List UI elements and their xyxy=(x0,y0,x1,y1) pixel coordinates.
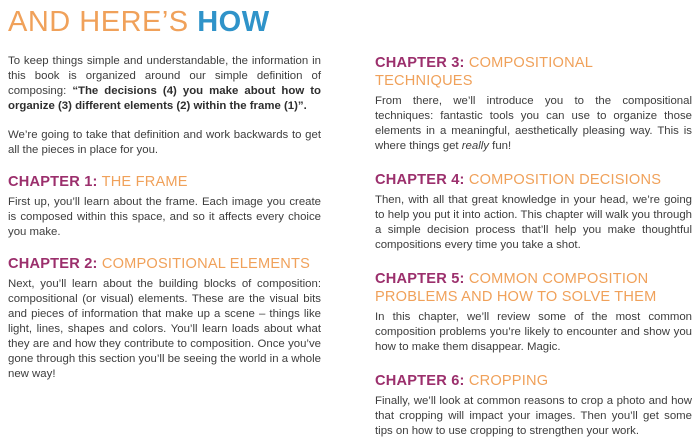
chapter-number: CHAPTER 3: xyxy=(375,55,465,71)
chapter-body: Then, with all that great knowledge in your head, we’re going to help you put it into action. This chapter will walk you through a simple decision process that’ll help you make thoughtful compositions every time you take a shot. xyxy=(375,194,692,251)
chapter-body: First up, you’ll learn about the frame. Each image you create is composed within this space, and so it affects every choice you make. xyxy=(8,196,321,238)
left-column xyxy=(8,54,321,382)
definition-quote: “The decisions (4) you make about how to organize (3) different elements (2) within the frame (1)”. xyxy=(8,85,321,112)
chapter-number: CHAPTER 1: xyxy=(8,174,98,190)
title-highlight: HOW xyxy=(197,6,270,38)
chapter-heading xyxy=(375,270,692,306)
chapter-6-section xyxy=(375,372,692,439)
chapter-body-end: fun! xyxy=(488,140,512,152)
chapter-heading xyxy=(375,54,692,90)
chapter-number: CHAPTER 5: xyxy=(375,271,465,287)
chapter-title: THE FRAME xyxy=(101,174,188,190)
chapter-title: COMMON COMPOSITION PROBLEMS AND HOW TO SOLVE THEM xyxy=(375,271,657,305)
chapter-heading xyxy=(375,171,692,189)
chapter-4-section xyxy=(375,171,692,253)
intro-paragraph-2: We’re going to take that definition and work backwards to get all the pieces in place for you. xyxy=(8,129,321,156)
right-column xyxy=(375,54,692,439)
intro-text: To keep things simple and understandable, the information in this book is organized around our simple definition of composing: xyxy=(8,55,321,97)
chapter-title: COMPOSITION DECISIONS xyxy=(468,172,662,188)
chapter-3-section xyxy=(375,54,692,154)
chapter-heading xyxy=(375,372,692,390)
intro-paragraph xyxy=(8,54,321,114)
chapter-body xyxy=(375,94,692,154)
chapter-2-section xyxy=(8,255,321,382)
emphasis-text: really xyxy=(461,140,489,152)
chapter-heading xyxy=(8,173,321,191)
chapter-5-section xyxy=(375,270,692,355)
chapter-number: CHAPTER 4: xyxy=(375,172,465,188)
chapter-title: CROPPING xyxy=(468,373,549,389)
chapter-number: CHAPTER 2: xyxy=(8,256,98,272)
chapter-title: COMPOSITIONAL ELEMENTS xyxy=(101,256,311,272)
chapter-heading xyxy=(8,255,321,273)
chapter-1-section xyxy=(8,173,321,240)
chapter-body: Finally, we’ll look at common reasons to crop a photo and how that cropping will impact your images. Then you’ll get some tips on how to use cropping to strengthen your work. xyxy=(375,395,692,437)
chapter-body: In this chapter, we’ll review some of the most common composition problems you’re likely to encounter and show you how to make them disappear. Magic. xyxy=(375,311,692,353)
title-prefix: AND HERE’S xyxy=(8,6,198,38)
chapter-number: CHAPTER 6: xyxy=(375,373,465,389)
chapter-body: Next, you’ll learn about the building blocks of composition: compositional (or visual) elements. These are the visual bits and pieces of information that make up a scene – things like light, lines, shapes and colors. You’ll learn loads about what they are and how they contribute to composition. Once you’ve gone through this section you’ll be seeing the world in a whole new way! xyxy=(8,278,321,380)
page-title xyxy=(8,4,270,40)
chapter-body-text: From there, we’ll introduce you to the compositional techniques: fantastic tools you can use to organize those elements in a meaningful, aesthetically pleasing way. This is where things get xyxy=(375,95,692,152)
chapter-title: COMPOSITIONAL TECHNIQUES xyxy=(375,55,593,89)
